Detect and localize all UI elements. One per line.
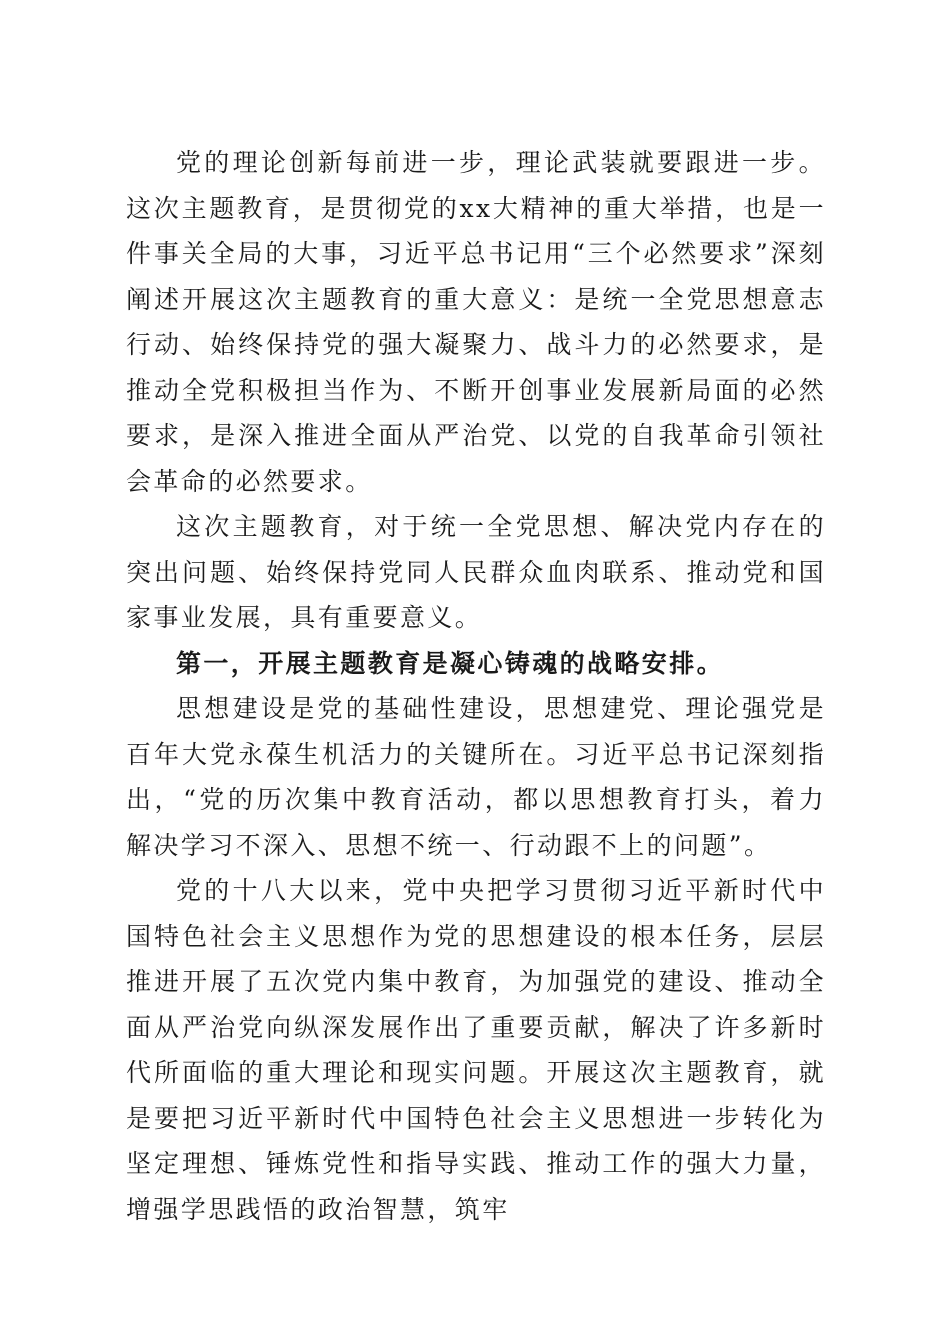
paragraph-ideological-building: 思想建设是党的基础性建设，思想建党、理论强党是百年大党永葆生机活力的关键所在。习近平总书记深刻指出，“党的历次集中教育活动，都以思想教育打头，着力解决学习不深入、思想不统一、行动跟不上的问题”。 [126, 694, 826, 860]
paragraph-intro: 党的理论创新每前进一步，理论武装就要跟进一步。这次主题教育，是贯彻党的xx大精神的重大举措，也是一件事关全局的大事，习近平总书记用“三个必然要求”深刻阐述开展这次主题教育的重大意义：是统一全党思想意志行动、始终保持党的强大凝聚力、战斗力的必然要求，是推动全党积极担当作为、不断开创事业发展新局面的必然要求，是深入推进全面从严治党、以党的自我革命引领社会革命的必然要求。 [126, 148, 826, 496]
paragraph-since-18th-congress: 党的十八大以来，党中央把学习贯彻习近平新时代中国特色社会主义思想作为党的思想建设的根本任务，层层推进开展了五次党内集中教育，为加强党的建设、推动全面从严治党向纵深发展作出了重要贡献，解决了许多新时代所面临的重大理论和现实问题。开展这次主题教育，就是要把习近平新时代中国特色社会主义思想进一步转化为坚定理想、锤炼党性和指导实践、推动工作的强大力量，增强学思践悟的政治智慧，筑牢 [126, 876, 826, 1224]
section-heading-first: 第一，开展主题教育是凝心铸魂的战略安排。 [176, 648, 725, 678]
document-body [126, 140, 826, 1232]
paragraph-significance: 这次主题教育，对于统一全党思想、解决党内存在的突出问题、始终保持党同人民群众血肉联系、推动党和国家事业发展，具有重要意义。 [126, 512, 826, 632]
